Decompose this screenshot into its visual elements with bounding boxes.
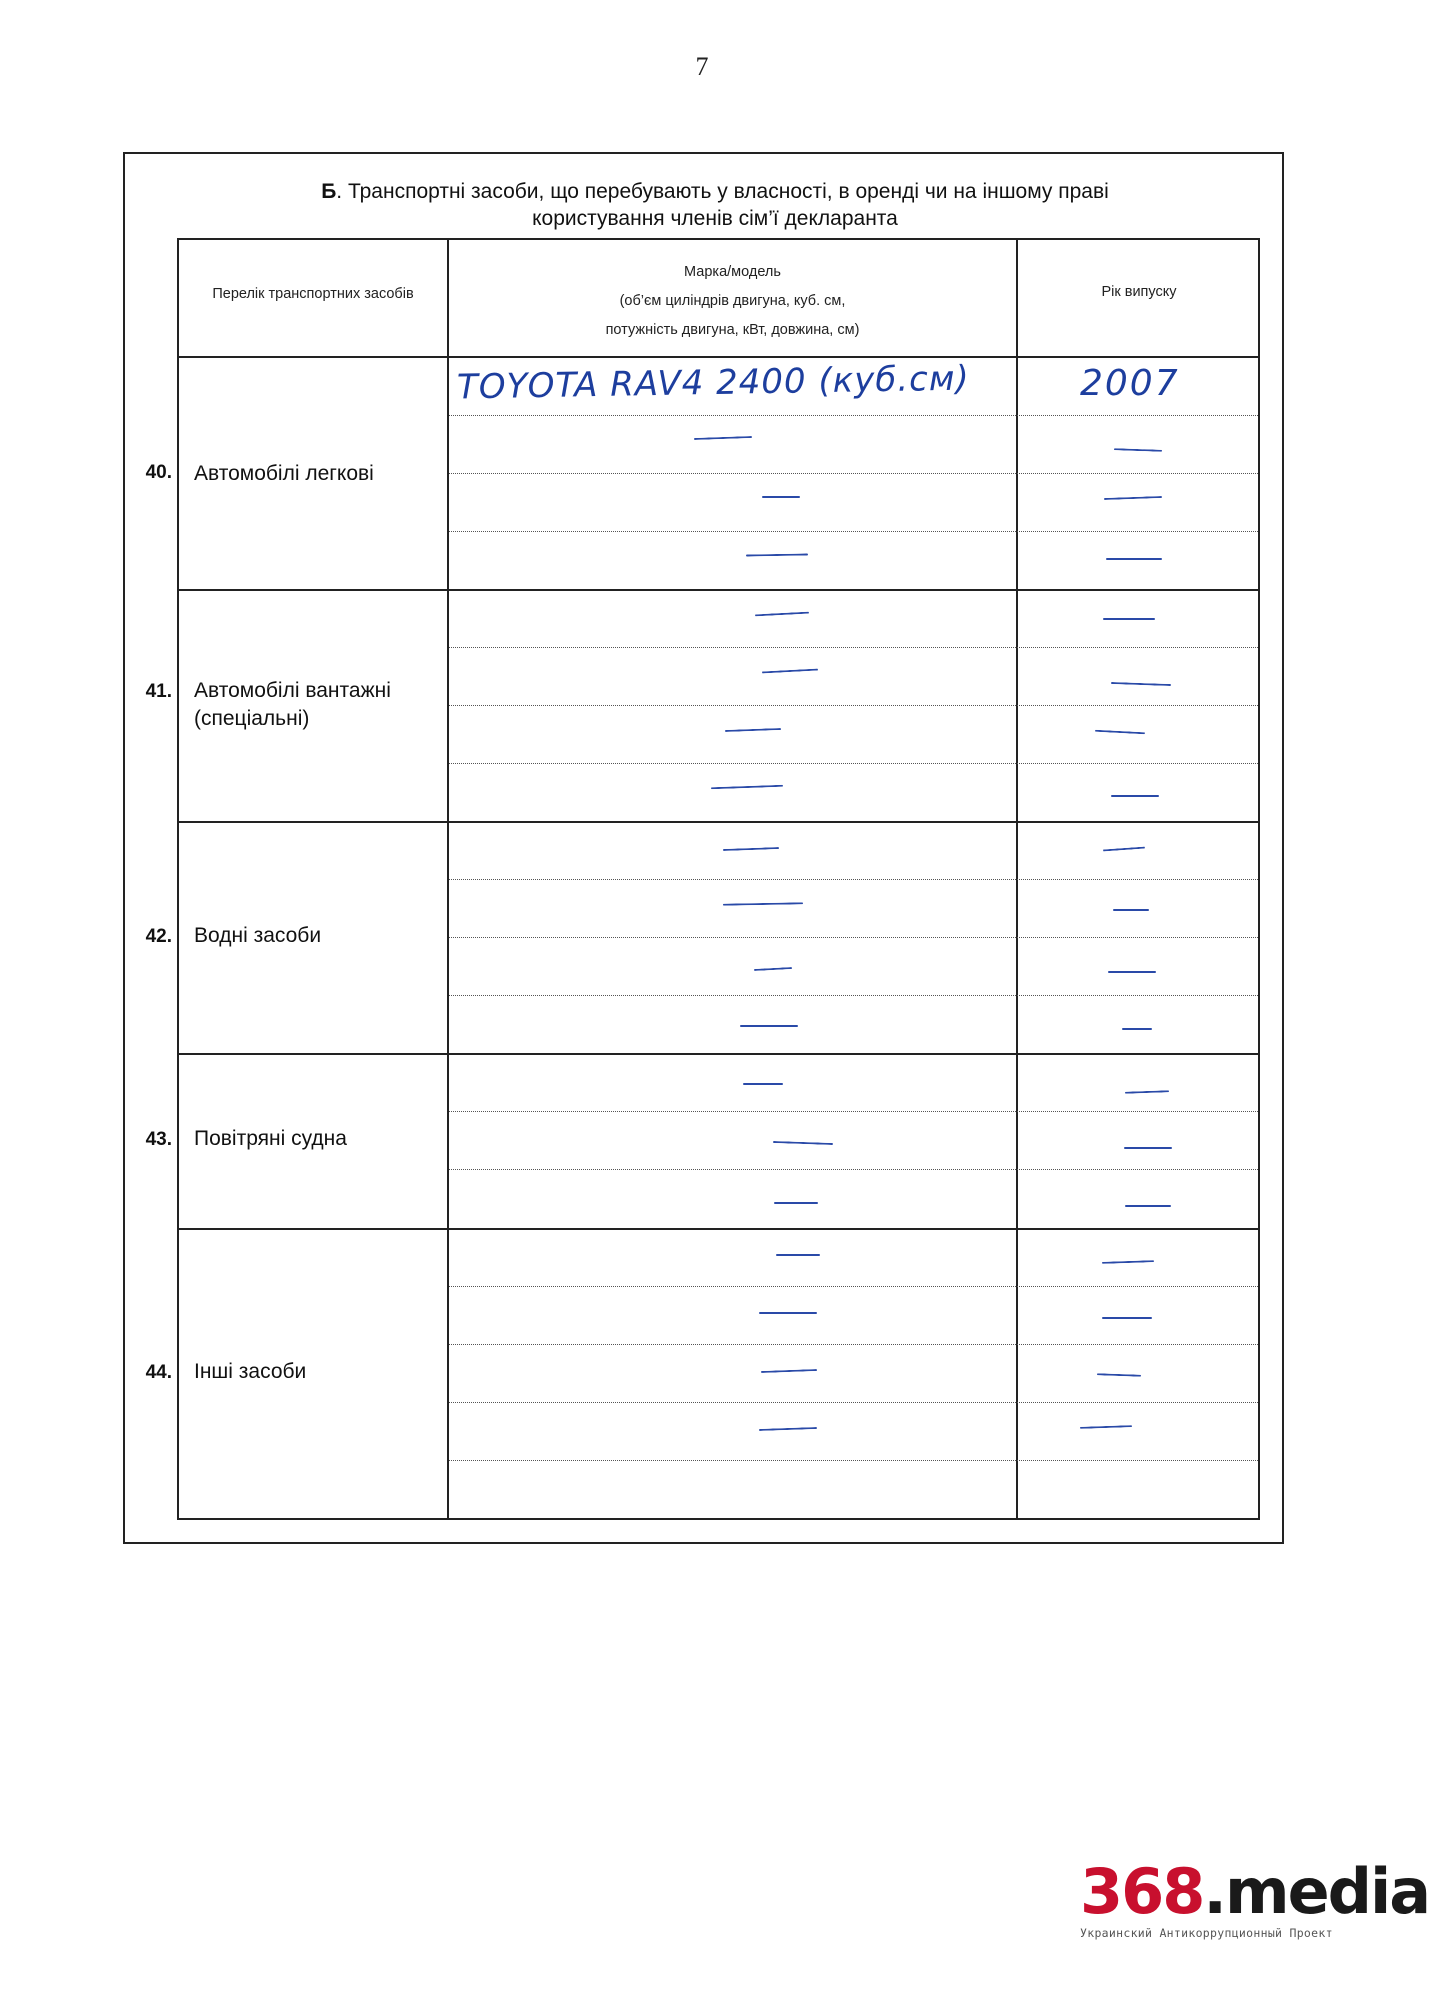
empty-dash: [1111, 682, 1171, 686]
empty-dash: [754, 967, 792, 971]
car-year-entry: 2007: [1080, 363, 1180, 404]
empty-dash: [1102, 1317, 1152, 1319]
empty-dash: [776, 1254, 820, 1256]
empty-dash: [694, 436, 752, 440]
empty-dash: [762, 496, 800, 498]
header-list: Перелік транспортних засобів: [212, 286, 414, 302]
empty-dash: [774, 1202, 818, 1204]
row-line: [449, 937, 1258, 938]
category-label-other: Інші засоби: [194, 1360, 307, 1383]
row-line: [449, 647, 1258, 648]
empty-dash: [1122, 1028, 1152, 1030]
empty-dash: [723, 847, 779, 851]
empty-dash: [1095, 730, 1145, 735]
section-title-text: . Транспортні засоби, що перебувають у власності, в оренді чи на іншому праві: [336, 180, 1109, 203]
section-title: [250, 178, 1180, 232]
watermark-logo: [1080, 1855, 1429, 1928]
header-brand: [449, 258, 1016, 345]
empty-dash: [1113, 909, 1149, 911]
page-number: 7: [695, 52, 709, 81]
empty-dash: [1104, 496, 1162, 500]
category-number-41: 41.: [145, 681, 172, 702]
header-year: Рік випуску: [1101, 284, 1177, 300]
row-line: [449, 415, 1258, 416]
watermark-logo-digits: 368: [1080, 1855, 1204, 1928]
empty-dash: [711, 785, 783, 790]
empty-dash: [725, 728, 781, 732]
header-brand-line2: (об’єм циліндрів двигуна, куб. см,: [619, 293, 846, 309]
watermark-logo-domain: .media: [1203, 1855, 1429, 1928]
header-border: [179, 356, 1258, 358]
empty-dash: [761, 1369, 817, 1373]
empty-dash: [740, 1025, 798, 1027]
empty-dash: [1080, 1425, 1132, 1429]
empty-dash: [1124, 1147, 1172, 1149]
row-line: [449, 1344, 1258, 1345]
row-line: [449, 1460, 1258, 1461]
category-label-trucks: Автомобілі вантажні (спеціальні): [194, 679, 391, 730]
category-number-43: 43.: [145, 1129, 172, 1150]
empty-dash: [1108, 971, 1156, 973]
empty-dash: [759, 1427, 817, 1431]
empty-dash: [1102, 1260, 1154, 1264]
vehicles-table: [177, 238, 1260, 1520]
section-letter: Б: [321, 180, 337, 203]
empty-dash: [773, 1141, 833, 1145]
empty-dash: [743, 1083, 783, 1085]
group-border: [179, 821, 1258, 823]
empty-dash: [759, 1312, 817, 1314]
category-number-42: 42.: [145, 926, 172, 947]
category-label-air: Повітряні судна: [194, 1127, 347, 1150]
empty-dash: [723, 902, 803, 905]
row-line: [449, 1402, 1258, 1403]
empty-dash: [1103, 847, 1145, 852]
category-label-water: Водні засоби: [194, 924, 322, 947]
row-line: [449, 1111, 1258, 1112]
row-line: [449, 705, 1258, 706]
empty-dash: [1125, 1090, 1169, 1094]
empty-dash: [746, 553, 808, 556]
empty-dash: [1125, 1205, 1171, 1207]
category-number-44: 44.: [145, 1362, 172, 1383]
group-border: [179, 589, 1258, 591]
header-brand-line3: потужність двигуна, кВт, довжина, см): [605, 322, 860, 338]
row-line: [449, 473, 1258, 474]
empty-dash: [755, 612, 809, 617]
group-border: [179, 1228, 1258, 1230]
row-line: [449, 879, 1258, 880]
watermark-tagline: Украинский Антикоррупционный Проект: [1080, 1926, 1333, 1940]
header-brand-line1: Марка/модель: [684, 264, 781, 280]
row-line: [449, 1169, 1258, 1170]
group-border: [179, 1053, 1258, 1055]
row-line: [449, 995, 1258, 996]
empty-dash: [1103, 618, 1155, 620]
car-model-entry: TOYOTA RAV4 2400 (куб.см): [456, 358, 971, 408]
row-line: [449, 763, 1258, 764]
category-label-cars: Автомобілі легкові: [194, 462, 374, 485]
empty-dash: [762, 669, 818, 674]
empty-dash: [1097, 1373, 1141, 1377]
watermark: [1080, 1855, 1429, 1940]
section-title-line2: користування членів сім’ї декларанта: [532, 207, 898, 230]
row-line: [449, 531, 1258, 532]
category-number-40: 40.: [145, 462, 172, 483]
row-line: [449, 1286, 1258, 1287]
empty-dash: [1114, 448, 1162, 452]
empty-dash: [1111, 795, 1159, 797]
empty-dash: [1106, 558, 1162, 560]
